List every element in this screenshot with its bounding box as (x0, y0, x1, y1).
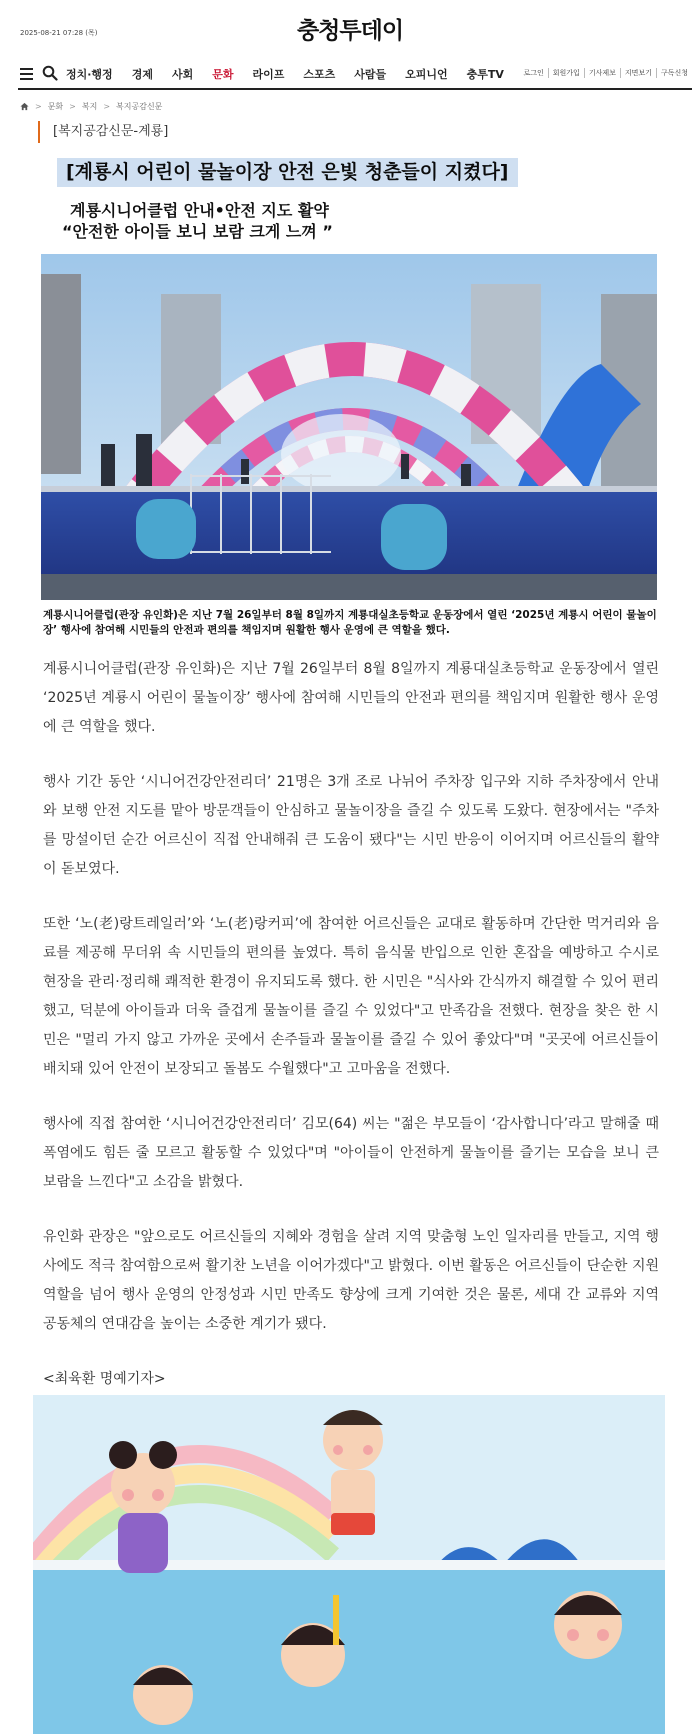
article-author: <최육환 명예기자> (43, 1371, 166, 1387)
nav-item[interactable]: 라이프 (252, 68, 285, 81)
nav-item[interactable]: 스포츠 (303, 68, 336, 81)
nav-menu (66, 66, 523, 82)
utility-link[interactable]: 회원가입 (548, 68, 584, 78)
utility-link[interactable]: 로그인 (523, 69, 544, 77)
chevron-right-icon: > (69, 102, 76, 111)
utility-link[interactable]: 기사제보 (584, 68, 620, 78)
nav-item[interactable]: 충투TV (466, 68, 504, 81)
breadcrumb-item[interactable]: 복지 (81, 102, 98, 111)
article-paragraph: 유인화 관장은 "앞으로도 어르신들의 지혜와 경험을 살려 지역 맞춤형 노인 일자리를 만들고, 지역 행사에도 적극 참여함으로써 활기찬 노년을 이어가겠다"고 밝혔다. 이번 활동은 어르신들이 단순한 지원 역할을 넘어 행사 운영의 안정성과 시민 만족도 향상에 크게 기여한 것은 물론, 세대 간 교류와 지역 공동체의 연대감을 높이는 소중한 계기가 됐다. (43, 1229, 659, 1332)
nav-item[interactable]: 사회 (171, 68, 194, 81)
section-label: [복지공감신문-계룡] (38, 121, 168, 143)
breadcrumb-item[interactable]: 문화 (47, 102, 64, 111)
menu-icon[interactable] (20, 68, 33, 79)
article-paragraph: 행사에 직접 참여한 ‘시니어건강안전리더’ 김모(64) 씨는 "젊은 부모들이 ‘감사합니다’라고 말해줄 때 폭염에도 힘든 줄 모르고 활동할 수 있었다"며 "아이들이 안전하게 물놀이를 즐기는 모습을 보니 큰 보람을 느낀다"고 소감을 밝혔다. (43, 1116, 659, 1190)
utility-link[interactable]: 구독신청 (656, 68, 692, 78)
nav-item[interactable]: 경제 (131, 68, 153, 81)
article-paragraph: 또한 ‘노(老)랑트레일러’와 ‘노(老)랑커피’에 참여한 어르신들은 교대로 활동하며 간단한 먹거리와 음료를 제공해 무더위 속 시민들의 편의를 높였다. 특히 음식물 반입으로 인한 혼잡을 예방하고 수시로 현장을 관리·정리해 쾌적한 환경이 유지되도록 했다. 한 시민은 "식사와 간식까지 해결할 수 있어 편리했고, 덕분에 아이들과 더욱 즐겁게 물놀이를 즐길 수 있었다"고 만족감을 전했다. 현장을 찾은 한 시민은 "멀리 가지 않고 가까운 곳에서 손주들과 물놀이를 즐길 수 있어 좋았다"며 "곳곳에 어르신들이 배치돼 있어 안전이 보장되고 돌봄도 수월했다"고 고마움을 전했다. (43, 916, 659, 1077)
utility-links (519, 68, 692, 78)
article-body (43, 655, 659, 1420)
article-headline: [계룡시 어린이 물놀이장 안전 은빛 청춘들이 지켰다] (57, 158, 518, 187)
home-icon[interactable] (20, 102, 29, 111)
article-photo (41, 254, 657, 600)
site-logo[interactable]: 충청투데이 (296, 18, 404, 44)
main-nav (18, 60, 692, 90)
photo-caption: 계룡시니어클럽(관장 유인화)은 지난 7월 26일부터 8월 8일까지 계룡대실초등학교 운동장에서 열린 ‘2025년 계룡시 어린이 물놀이장’ 행사에 참여해 시민들의 안전과 편의를 책임지며 원활한 행사 운영에 큰 역할을 했다. (43, 609, 657, 636)
top-bar (0, 0, 700, 58)
nav-item[interactable]: 정치·행정 (66, 68, 113, 81)
publish-date: 2025-08-21 07:28 (목) (20, 29, 98, 37)
breadcrumb-item[interactable]: 복지공감신문 (116, 102, 163, 111)
search-icon[interactable] (42, 65, 58, 81)
article-paragraph: 계룡시니어클럽(관장 유인화)은 지난 7월 26일부터 8월 8일까지 계룡대실초등학교 운동장에서 열린 ‘2025년 계룡시 어린이 물놀이장’ 행사에 참여해 시민들의 안전과 편의를 책임지며 원활한 행사 운영에 큰 역할을 했다. (43, 661, 659, 735)
nav-item[interactable]: 문화 (212, 68, 234, 81)
nav-item[interactable]: 오피니언 (405, 68, 448, 81)
article-paragraph: 행사 기간 동안 ‘시니어건강안전리더’ 21명은 3개 조로 나뉘어 주차장 입구와 지하 주차장에서 안내와 보행 안전 지도를 맡아 방문객들이 안심하고 물놀이장을 즐길 수 있도록 도왔다. 현장에서는 "주차를 망설이던 순간 어르신이 직접 안내해줘 큰 도움이 됐다"는 시민 반응이 이어지며 어르신들의 활약이 돋보였다. (43, 774, 659, 877)
breadcrumb (20, 101, 162, 112)
utility-link[interactable]: 지면보기 (620, 68, 656, 78)
article-illustration (33, 1395, 665, 1734)
chevron-right-icon: > (103, 102, 111, 111)
article-subhead-2: “안전한 아이들 보니 보람 크게 느껴 ” (62, 222, 333, 241)
chevron-right-icon: > (35, 102, 42, 111)
nav-item[interactable]: 사람들 (354, 68, 387, 81)
article-subhead-1: 계룡시니어클럽 안내•안전 지도 활약 (70, 201, 329, 220)
